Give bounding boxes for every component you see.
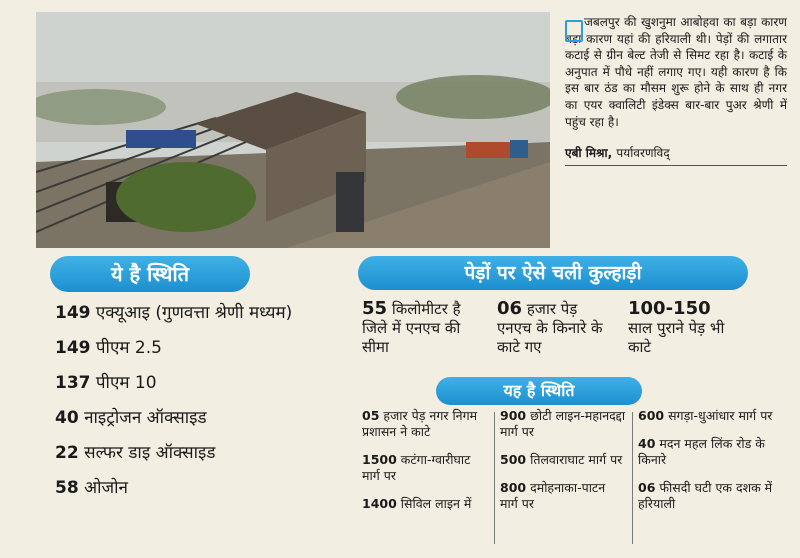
quote-text: जबलपुर की खुशनुमा आबोहवा का बड़ा कारण बड़ा कारण यहां की हरियाली थी। पेड़ों की लगातार कटाई से ग्रीन बेल्ट तेजी से सिमट रहा है। कटाई के अनुपात में पौधे नहीं लगाए गए। यही कारण है कि इस बार ठंड का मौसम शुरू होने के साथ ही नगर का एयर क्वालिटी इंडेक्स बार-बार पुअर श्रेणी में पहुंच रहा है। bbox=[565, 15, 787, 129]
list-item: 40 नाइट्रोजन ऑक्साइड bbox=[55, 408, 207, 428]
column-divider bbox=[494, 412, 495, 544]
kulhadi-item: 55 किलोमीटर है जिले में एनएच की सीमा bbox=[362, 298, 461, 356]
grid-item: 1400 सिविल लाइन में bbox=[362, 496, 472, 511]
quote-author bbox=[565, 144, 787, 166]
list-item: 22 सल्फर डाइ ऑक्साइड bbox=[55, 443, 216, 463]
railway-yard-illustration bbox=[36, 12, 550, 248]
grid-item: 06 फीसदी घटी एक दशक में हरियाली bbox=[638, 480, 773, 511]
news-photo bbox=[36, 12, 550, 248]
list-item: 149 एक्यूआइ (गुणवत्ता श्रेणी मध्यम) bbox=[55, 303, 293, 323]
grid-item: 800 दमोहनाका-पाटन मार्ग पर bbox=[500, 480, 606, 511]
kulhadi-item: 06 हजार पेड़ एनएच के किनारे के काटे गए bbox=[497, 298, 603, 356]
left-panel-title: ये है स्थिति bbox=[50, 256, 250, 292]
column-divider bbox=[632, 412, 633, 544]
grid-item: 05 हजार पेड़ नगर निगम प्रशासन ने काटे bbox=[362, 408, 478, 439]
grid-column bbox=[500, 408, 626, 524]
grid-item: 500 तिलवाराघाट मार्ग पर bbox=[500, 452, 623, 467]
kulhadi-item: 100-150 साल पुराने पेड़ भी काटे bbox=[628, 298, 725, 356]
grid-column bbox=[362, 408, 490, 524]
grid-item: 1500 कटंगा-ग्वारीघाट मार्ग पर bbox=[362, 452, 471, 483]
aqi-status-list bbox=[55, 302, 295, 512]
quote-icon bbox=[565, 20, 583, 42]
list-item: 137 पीएम 10 bbox=[55, 373, 157, 393]
list-item: 58 ओजोन bbox=[55, 478, 128, 498]
kulhadi-title: पेड़ों पर ऐसे चली कुल्हाड़ी bbox=[358, 256, 748, 290]
grid-column bbox=[638, 408, 778, 524]
tree-cutting-grid bbox=[360, 408, 788, 548]
list-item: 149 पीएम 2.5 bbox=[55, 338, 162, 358]
grid-item: 600 सगड़ा-धुआंधार मार्ग पर bbox=[638, 408, 773, 423]
author-role: पर्यावरणविद् bbox=[616, 146, 670, 161]
author-name: एबी मिश्रा, bbox=[565, 146, 613, 161]
grid-item: 40 मदन महल लिंक रोड के किनारे bbox=[638, 436, 765, 467]
sthiti-title: यह है स्थिति bbox=[436, 377, 642, 405]
grid-item: 900 छोटी लाइन-महानदद्दा मार्ग पर bbox=[500, 408, 626, 439]
expert-quote bbox=[565, 14, 787, 166]
